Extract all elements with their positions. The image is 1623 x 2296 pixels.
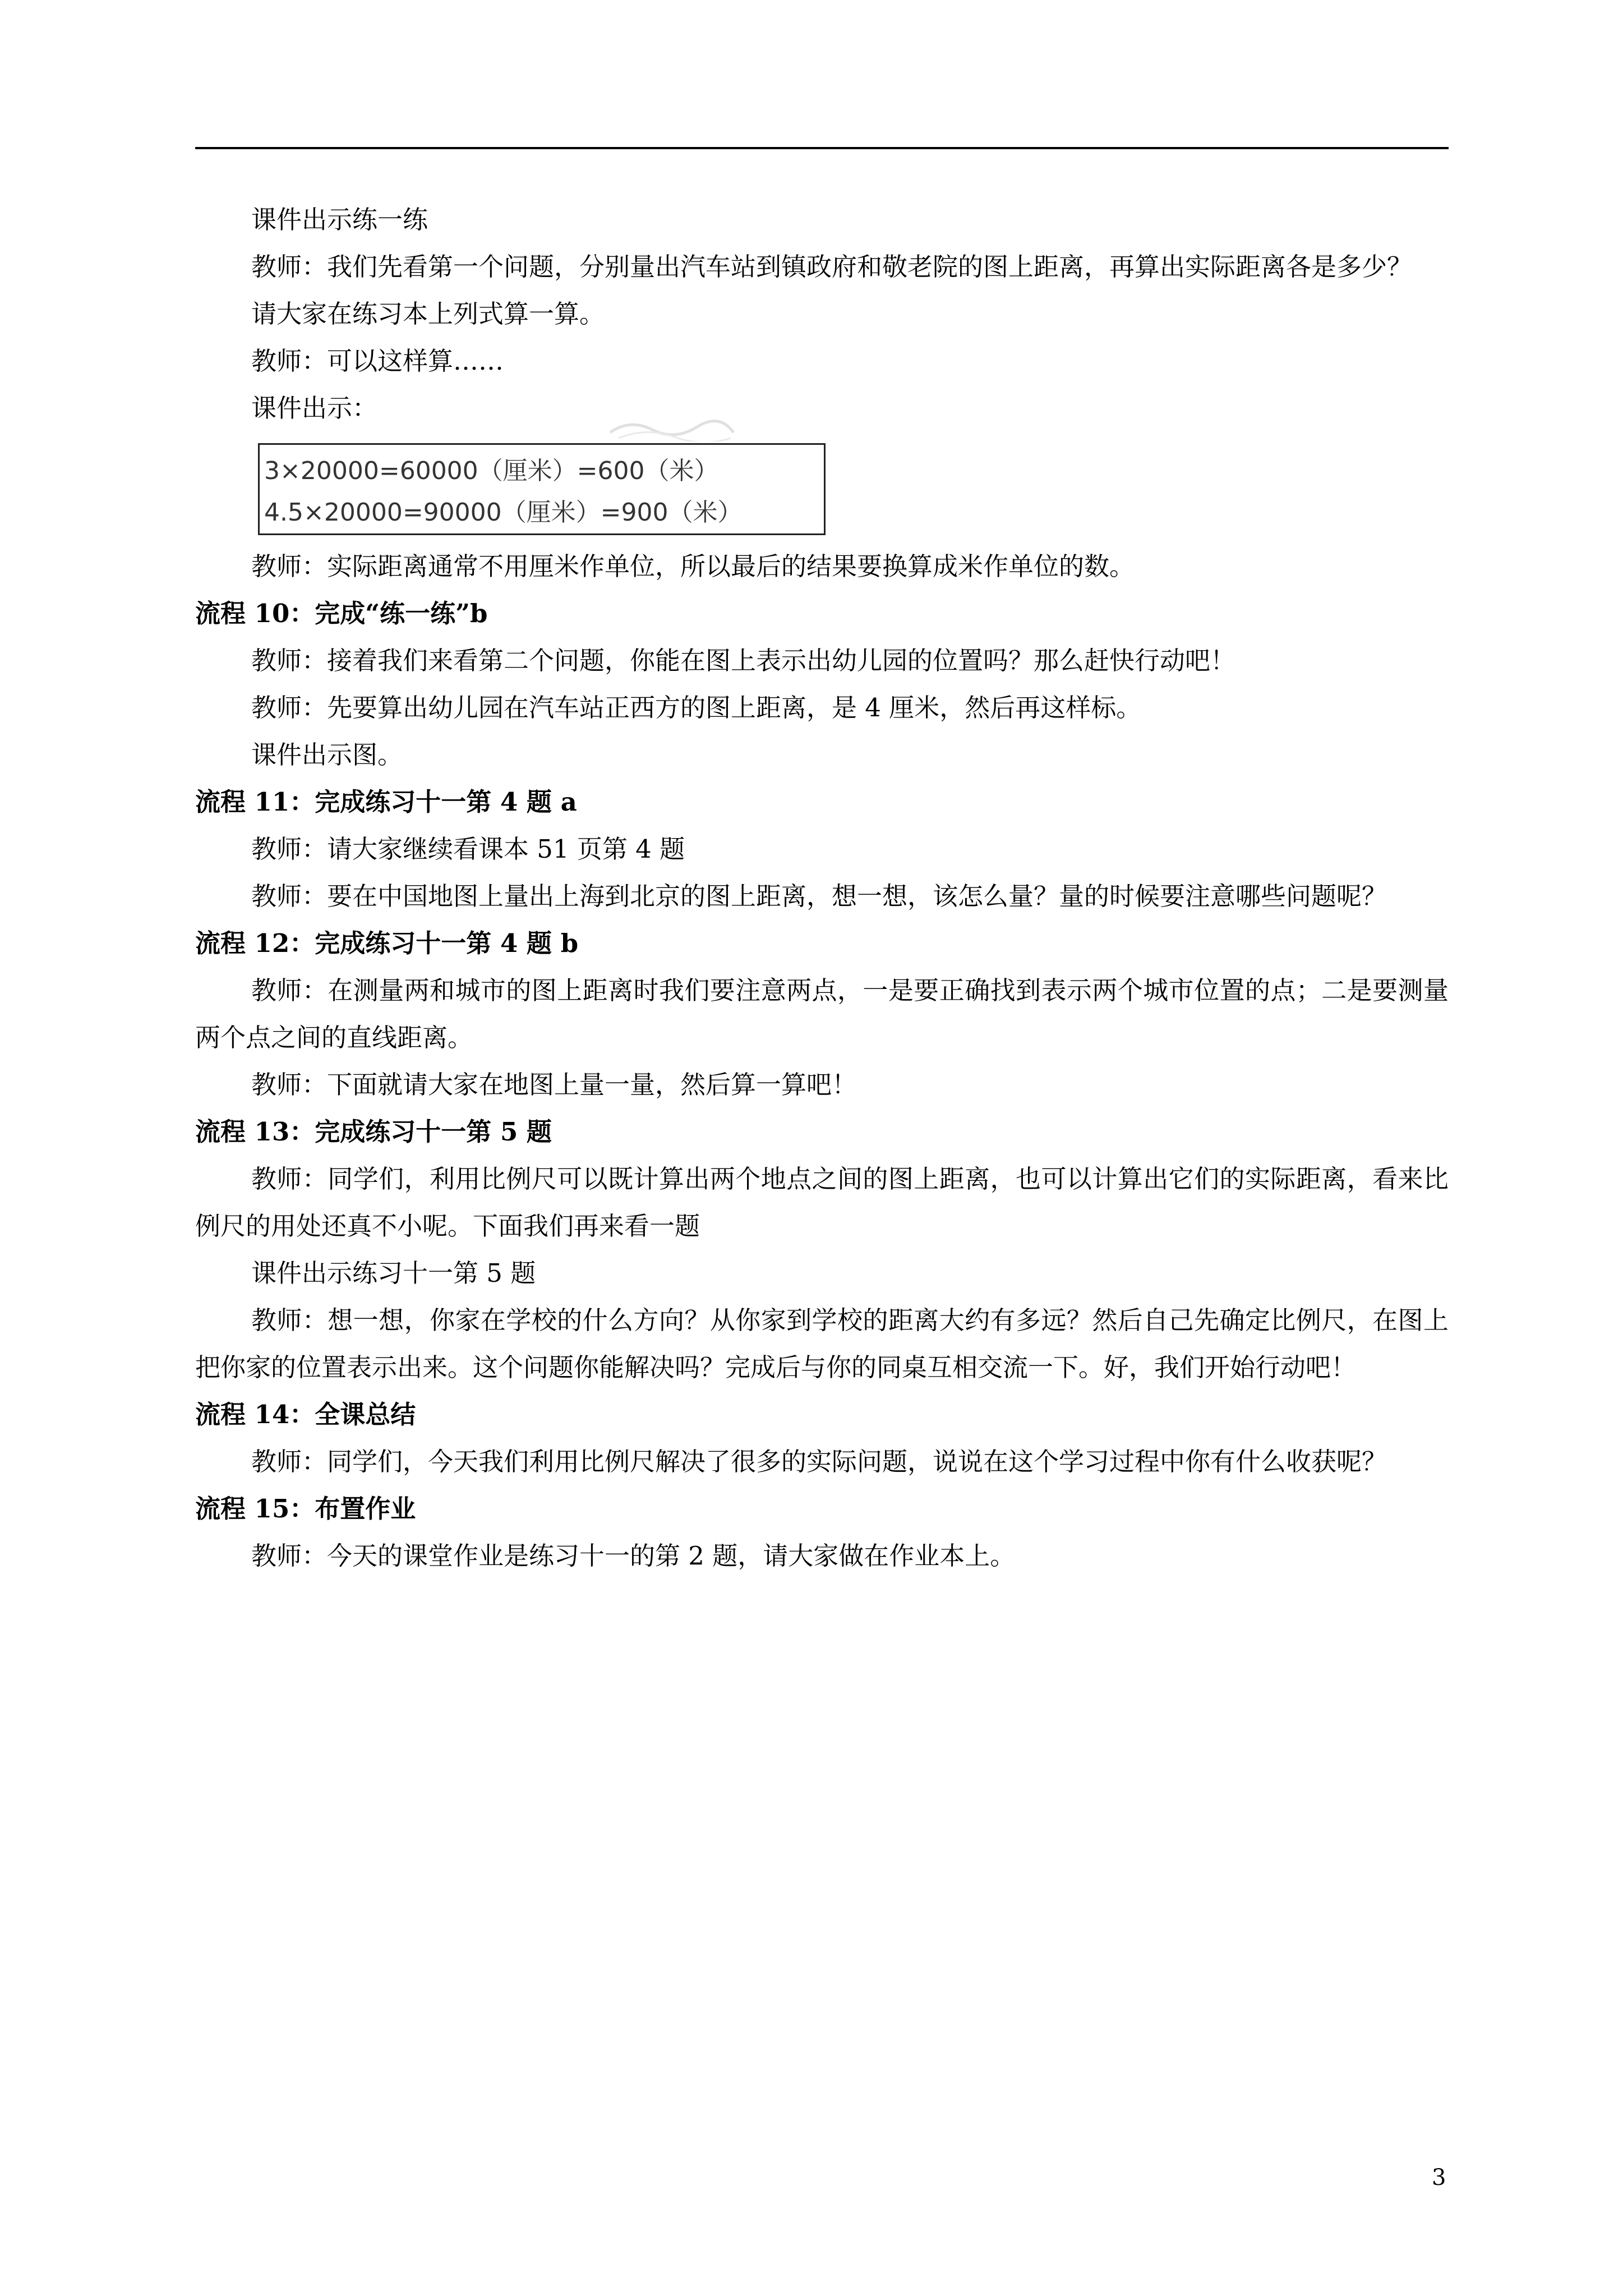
calculation-box: [258, 443, 826, 535]
section-heading: 流程 14：全课总结: [195, 1400, 416, 1429]
section-heading: 流程 10：完成“练一练”b: [195, 599, 488, 628]
paragraph: 课件出示：: [251, 393, 378, 423]
document-body: [195, 196, 1449, 1580]
paragraph: 课件出示练习十一第 5 题: [251, 1258, 536, 1288]
paragraph: 课件出示图。: [251, 740, 403, 770]
paragraph: 教师：先要算出幼儿园在汽车站正西方的图上距离，是 4 厘米，然后再这样标。: [251, 693, 1142, 723]
section-heading: 流程 12：完成练习十一第 4 题 b: [195, 928, 579, 958]
paragraph: 教师：同学们，利用比例尺可以既计算出两个地点之间的图上距离，也可以计算出它们的实际距离，看来比例尺的用处还真不小呢。下面我们再来看一题: [195, 1164, 1449, 1241]
calculation-line: 4.5×20000=90000（厘米）=900（米）: [264, 498, 743, 527]
paragraph: 教师：今天的课堂作业是练习十一的第 2 题，请大家做在作业本上。: [251, 1541, 1016, 1571]
page-number: 3: [1432, 2165, 1446, 2191]
paragraph: 教师：接着我们来看第二个问题，你能在图上表示出幼儿园的位置吗？那么赶快行动吧！: [251, 646, 1236, 675]
section-heading: 流程 11：完成练习十一第 4 题 a: [195, 787, 577, 817]
header-rule: [195, 147, 1449, 149]
paragraph: 课件出示练一练: [251, 205, 428, 234]
paragraph: 教师：想一想，你家在学校的什么方向？从你家到学校的距离大约有多远？然后自己先确定比例尺，在图上把你家的位置表示出来。这个问题你能解决吗？完成后与你的同桌互相交流一下。好，我们开始行动吧！: [195, 1305, 1449, 1382]
paragraph: 请大家在练习本上列式算一算。: [251, 299, 605, 329]
paragraph: 教师：我们先看第一个问题，分别量出汽车站到镇政府和敬老院的图上距离，再算出实际距离各是多少？: [251, 252, 1413, 282]
paragraph: 教师：下面就请大家在地图上量一量，然后算一算吧！: [251, 1070, 857, 1099]
section-heading: 流程 15：布置作业: [195, 1494, 416, 1524]
watermark-icon: [607, 416, 736, 441]
paragraph: 教师：请大家继续看课本 51 页第 4 题: [251, 834, 685, 864]
paragraph: 教师：在测量两和城市的图上距离时我们要注意两点，一是要正确找到表示两个城市位置的点；二是要测量两个点之间的直线距离。: [195, 976, 1449, 1052]
paragraph: 教师：实际距离通常不用厘米作单位，所以最后的结果要换算成米作单位的数。: [251, 551, 1135, 581]
calculation-line: 3×20000=60000（厘米）=600（米）: [264, 457, 719, 485]
paragraph: 教师：可以这样算……: [251, 346, 504, 376]
paragraph: 教师：同学们，今天我们利用比例尺解决了很多的实际问题，说说在这个学习过程中你有什么收获呢？: [251, 1447, 1387, 1476]
section-heading: 流程 13：完成练习十一第 5 题: [195, 1117, 552, 1147]
paragraph: 教师：要在中国地图上量出上海到北京的图上距离，想一想，该怎么量？量的时候要注意哪些问题呢？: [251, 881, 1387, 911]
